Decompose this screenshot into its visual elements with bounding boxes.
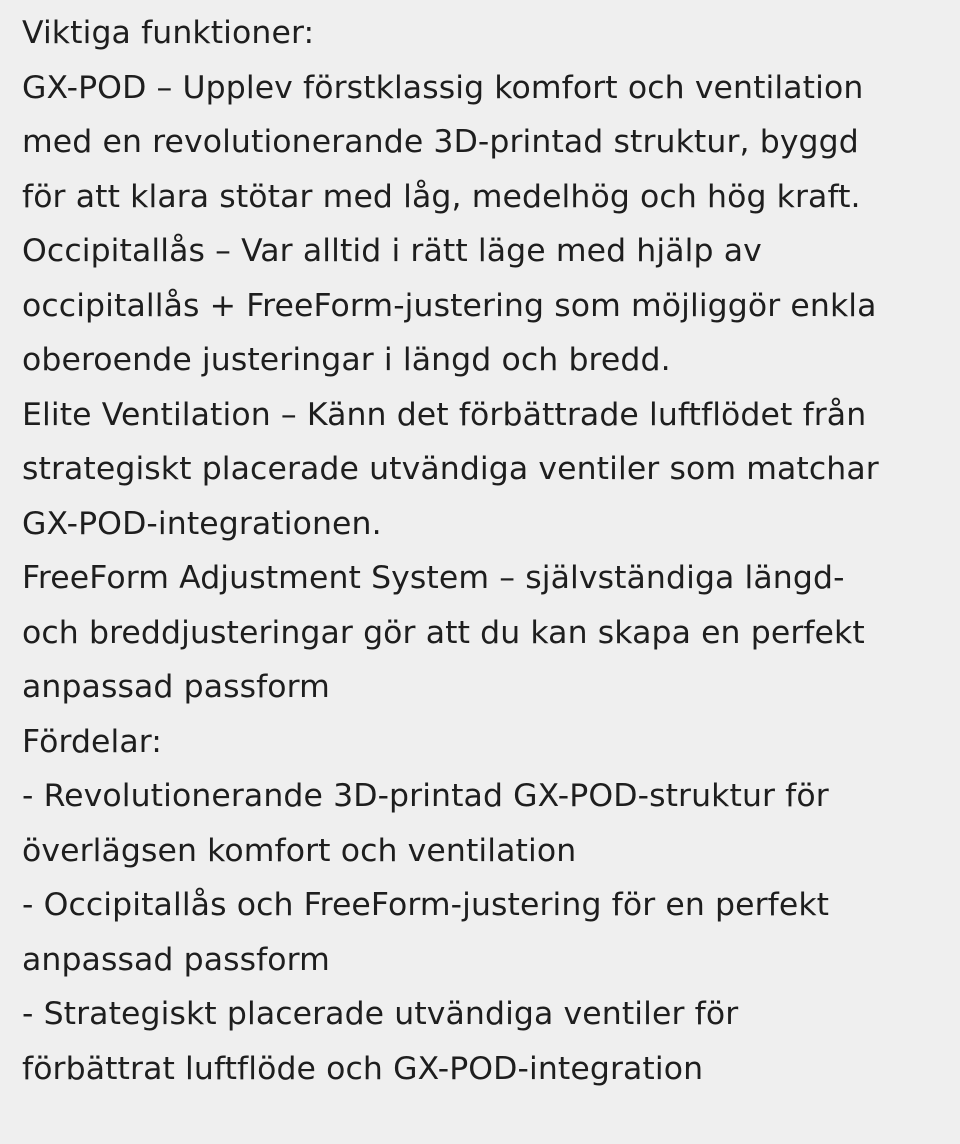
benefit-1-line-2: överlägsen komfort och ventilation	[22, 832, 577, 869]
feature-gx-pod-line-3: för att klara stötar med låg, medelhög och hög kraft.	[22, 178, 861, 215]
feature-elite-ventilation-line-1: Elite Ventilation – Känn det förbättrade luftflödet från	[22, 396, 867, 433]
feature-gx-pod-line-1: GX-POD – Upplev förstklassig komfort och ventilation	[22, 69, 864, 106]
feature-elite-ventilation-line-3: GX-POD-integrationen.	[22, 505, 382, 542]
feature-elite-ventilation-line-2: strategiskt placerade utvändiga ventiler som matchar	[22, 451, 879, 487]
feature-occipital-lock-line-3: oberoende justeringar i längd och bredd.	[22, 342, 671, 378]
feature-occipital-lock-line-1: Occipitallås – Var alltid i rätt läge med hjälp av	[22, 233, 762, 269]
feature-gx-pod-line-2: med en revolutionerande 3D-printad struktur, byggd	[22, 124, 859, 160]
feature-freeform-line-3: anpassad passform	[22, 669, 330, 705]
benefit-2-line-1: - Occipitallås och FreeForm-justering för en perfekt	[22, 887, 830, 923]
benefit-2-line-2: anpassad passform	[22, 941, 330, 978]
benefit-1-line-1: - Revolutionerande 3D-printad GX-POD-struktur för	[22, 778, 829, 814]
feature-freeform-line-1: FreeForm Adjustment System – självständiga längd-	[22, 560, 845, 596]
benefit-3-line-1: - Strategiskt placerade utvändiga ventiler för	[22, 996, 739, 1032]
feature-occipital-lock-line-2: occipitallås + FreeForm-justering som möjliggör enkla	[22, 287, 877, 324]
benefits-heading: Fördelar:	[22, 723, 163, 760]
feature-freeform-line-2: och breddjusteringar gör att du kan skapa en perfekt	[22, 614, 865, 651]
benefit-3-line-2: förbättrat luftflöde och GX-POD-integration	[22, 1050, 704, 1087]
features-heading: Viktiga funktioner:	[22, 15, 315, 51]
